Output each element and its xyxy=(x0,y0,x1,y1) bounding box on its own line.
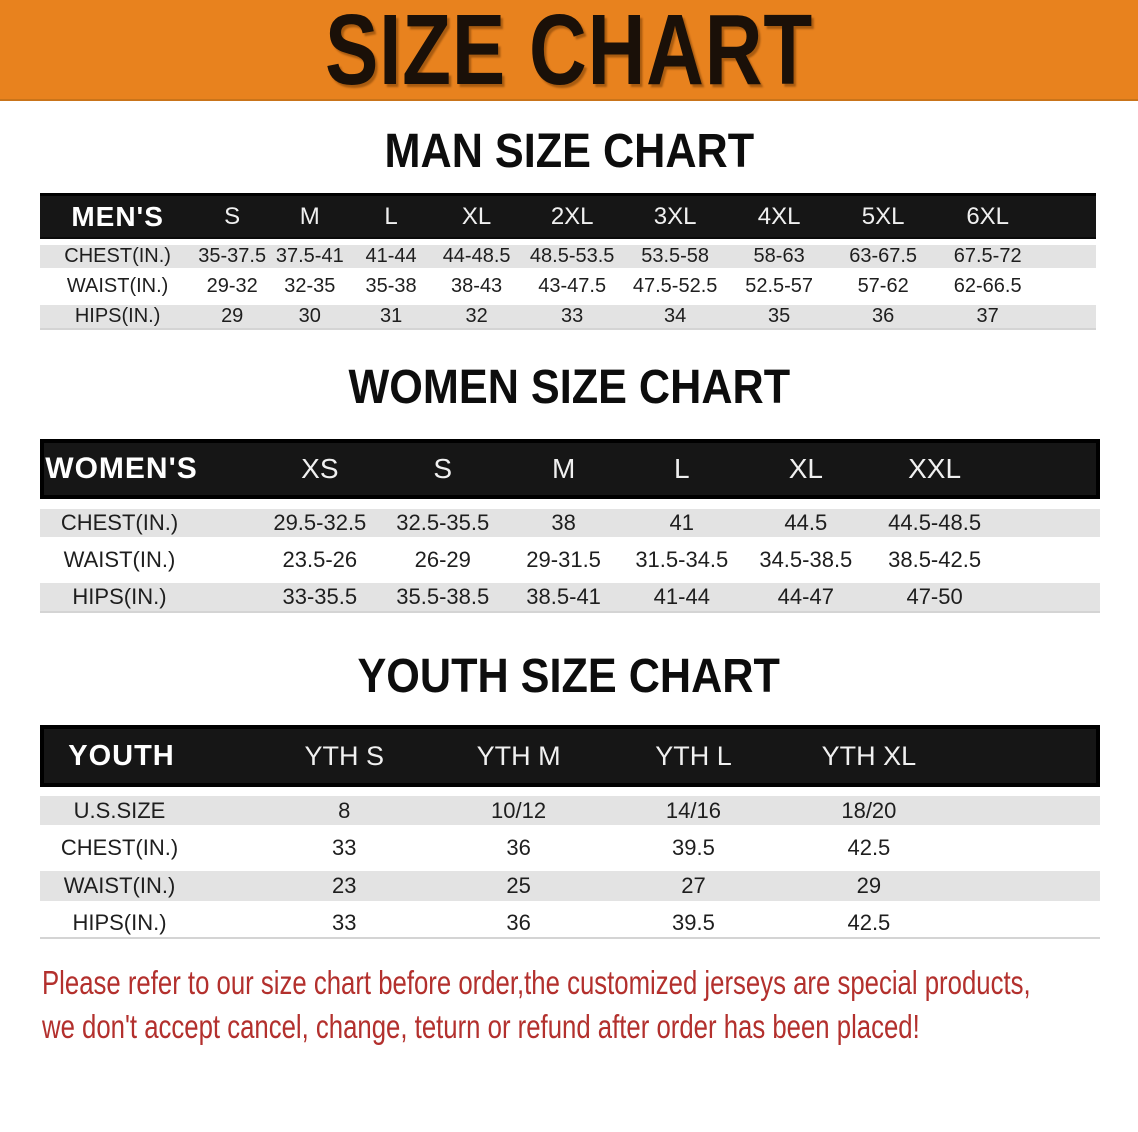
spacer-cell xyxy=(199,863,257,901)
value-cell: 34 xyxy=(623,298,728,330)
value-cell: 8 xyxy=(257,787,431,825)
row-label: WAIST(IN.) xyxy=(40,268,195,298)
value-cell: 29-32 xyxy=(195,268,269,298)
value-cell: 41 xyxy=(623,499,741,537)
value-cell: 58-63 xyxy=(727,239,830,268)
value-cell: 29-31.5 xyxy=(504,537,623,575)
women-measurement-row xyxy=(40,575,1100,613)
value-cell: 44.5-48.5 xyxy=(871,499,998,537)
women-corner-label: WOMEN'S xyxy=(40,439,199,499)
men-size-table xyxy=(40,193,1096,330)
filler-cell xyxy=(1040,193,1096,239)
women-size-column-l: L xyxy=(623,439,741,499)
youth-size-column-yth-xl: YTH XL xyxy=(781,725,957,787)
youth-size-column-yth-l: YTH L xyxy=(606,725,781,787)
value-cell: 67.5-72 xyxy=(935,239,1040,268)
filler-cell xyxy=(998,537,1100,575)
men-section-heading-text: MAN SIZE CHART xyxy=(384,125,754,178)
row-label: WAIST(IN.) xyxy=(40,863,199,901)
value-cell: 33 xyxy=(521,298,622,330)
value-cell: 35 xyxy=(727,298,830,330)
filler-cell xyxy=(957,725,1100,787)
value-cell: 29.5-32.5 xyxy=(258,499,381,537)
value-cell: 18/20 xyxy=(781,787,957,825)
value-cell: 38.5-42.5 xyxy=(871,537,998,575)
spacer-cell xyxy=(199,439,258,499)
footer-line-1 xyxy=(42,961,1138,1005)
footer-note xyxy=(42,961,1138,1049)
value-cell: 33 xyxy=(257,901,431,939)
value-cell: 34.5-38.5 xyxy=(741,537,871,575)
men-measurement-row xyxy=(40,239,1096,268)
value-cell: 47.5-52.5 xyxy=(623,268,728,298)
men-size-column-l: L xyxy=(350,193,431,239)
value-cell: 57-62 xyxy=(831,268,936,298)
women-size-column-xl: XL xyxy=(741,439,871,499)
men-size-column-5xl: 5XL xyxy=(831,193,936,239)
men-size-column-xl: XL xyxy=(432,193,522,239)
filler-cell xyxy=(1040,298,1096,330)
women-size-table xyxy=(40,439,1100,613)
value-cell: 32.5-35.5 xyxy=(381,499,504,537)
value-cell: 38.5-41 xyxy=(504,575,623,613)
value-cell: 14/16 xyxy=(606,787,781,825)
youth-measurement-row xyxy=(40,825,1100,863)
filler-cell xyxy=(998,439,1100,499)
value-cell: 35.5-38.5 xyxy=(381,575,504,613)
men-size-column-s: S xyxy=(195,193,269,239)
row-label: CHEST(IN.) xyxy=(40,825,199,863)
value-cell: 39.5 xyxy=(606,825,781,863)
spacer-cell xyxy=(199,725,257,787)
value-cell: 37 xyxy=(935,298,1040,330)
women-section-heading xyxy=(0,361,1138,414)
men-measurement-row xyxy=(40,298,1096,330)
value-cell: 35-38 xyxy=(350,268,431,298)
women-measurement-row xyxy=(40,499,1100,537)
value-cell: 25 xyxy=(431,863,606,901)
value-cell: 42.5 xyxy=(781,825,957,863)
women-size-column-m: M xyxy=(504,439,623,499)
value-cell: 52.5-57 xyxy=(727,268,830,298)
youth-section-heading xyxy=(0,650,1138,703)
value-cell: 10/12 xyxy=(431,787,606,825)
value-cell: 27 xyxy=(606,863,781,901)
footer-line-2-text: we don't accept cancel, change, teturn or refund after order has been placed! xyxy=(42,1008,920,1046)
filler-cell xyxy=(1040,239,1096,268)
value-cell: 42.5 xyxy=(781,901,957,939)
spacer-cell xyxy=(199,825,257,863)
women-size-column-s: S xyxy=(381,439,504,499)
value-cell: 31.5-34.5 xyxy=(623,537,741,575)
banner-title: SIZE CHART xyxy=(325,0,813,106)
value-cell: 33-35.5 xyxy=(258,575,381,613)
filler-cell xyxy=(957,825,1100,863)
value-cell: 41-44 xyxy=(623,575,741,613)
men-corner-label: MEN'S xyxy=(40,193,195,239)
spacer-cell xyxy=(199,499,258,537)
row-label: CHEST(IN.) xyxy=(40,239,195,268)
youth-header-row xyxy=(40,725,1100,787)
footer-line-2 xyxy=(42,1005,1138,1049)
men-size-column-4xl: 4XL xyxy=(727,193,830,239)
value-cell: 47-50 xyxy=(871,575,998,613)
men-section-heading xyxy=(0,125,1138,178)
women-size-column-xxl: XXL xyxy=(871,439,998,499)
filler-cell xyxy=(957,787,1100,825)
youth-measurement-row xyxy=(40,901,1100,939)
women-section-heading-text: WOMEN SIZE CHART xyxy=(348,361,790,414)
value-cell: 63-67.5 xyxy=(831,239,936,268)
men-size-column-3xl: 3XL xyxy=(623,193,728,239)
filler-cell xyxy=(998,499,1100,537)
filler-cell xyxy=(957,863,1100,901)
men-size-column-2xl: 2XL xyxy=(521,193,622,239)
spacer-cell xyxy=(199,575,258,613)
value-cell: 26-29 xyxy=(381,537,504,575)
value-cell: 53.5-58 xyxy=(623,239,728,268)
value-cell: 43-47.5 xyxy=(521,268,622,298)
youth-size-column-yth-m: YTH M xyxy=(431,725,606,787)
value-cell: 37.5-41 xyxy=(269,239,350,268)
value-cell: 23 xyxy=(257,863,431,901)
filler-cell xyxy=(1040,268,1096,298)
row-label: HIPS(IN.) xyxy=(40,298,195,330)
value-cell: 36 xyxy=(431,825,606,863)
youth-size-column-yth-s: YTH S xyxy=(257,725,431,787)
men-header-row xyxy=(40,193,1096,239)
spacer-cell xyxy=(199,537,258,575)
row-label: WAIST(IN.) xyxy=(40,537,199,575)
size-chart-banner xyxy=(0,0,1138,106)
row-label: HIPS(IN.) xyxy=(40,575,199,613)
youth-measurement-row xyxy=(40,787,1100,825)
youth-size-table xyxy=(40,725,1100,939)
women-measurement-row xyxy=(40,537,1100,575)
value-cell: 31 xyxy=(350,298,431,330)
value-cell: 62-66.5 xyxy=(935,268,1040,298)
value-cell: 36 xyxy=(431,901,606,939)
value-cell: 32-35 xyxy=(269,268,350,298)
row-label: CHEST(IN.) xyxy=(40,499,199,537)
value-cell: 38-43 xyxy=(432,268,522,298)
value-cell: 41-44 xyxy=(350,239,431,268)
value-cell: 23.5-26 xyxy=(258,537,381,575)
value-cell: 48.5-53.5 xyxy=(521,239,622,268)
filler-cell xyxy=(998,575,1100,613)
value-cell: 44-47 xyxy=(741,575,871,613)
men-size-column-6xl: 6XL xyxy=(935,193,1040,239)
value-cell: 39.5 xyxy=(606,901,781,939)
footer-line-1-text: Please refer to our size chart before order,the customized jerseys are special products, xyxy=(42,964,1031,1001)
filler-cell xyxy=(957,901,1100,939)
value-cell: 30 xyxy=(269,298,350,330)
women-header-row xyxy=(40,439,1100,499)
value-cell: 29 xyxy=(781,863,957,901)
youth-section-heading-text: YOUTH SIZE CHART xyxy=(357,650,781,703)
value-cell: 35-37.5 xyxy=(195,239,269,268)
spacer-cell xyxy=(199,787,257,825)
women-size-column-xs: XS xyxy=(258,439,381,499)
youth-corner-label: YOUTH xyxy=(40,725,199,787)
value-cell: 38 xyxy=(504,499,623,537)
men-measurement-row xyxy=(40,268,1096,298)
value-cell: 36 xyxy=(831,298,936,330)
men-size-column-m: M xyxy=(269,193,350,239)
row-label: U.S.SIZE xyxy=(40,787,199,825)
value-cell: 44-48.5 xyxy=(432,239,522,268)
youth-measurement-row xyxy=(40,863,1100,901)
value-cell: 44.5 xyxy=(741,499,871,537)
spacer-cell xyxy=(199,901,257,939)
row-label: HIPS(IN.) xyxy=(40,901,199,939)
value-cell: 33 xyxy=(257,825,431,863)
value-cell: 29 xyxy=(195,298,269,330)
value-cell: 32 xyxy=(432,298,522,330)
